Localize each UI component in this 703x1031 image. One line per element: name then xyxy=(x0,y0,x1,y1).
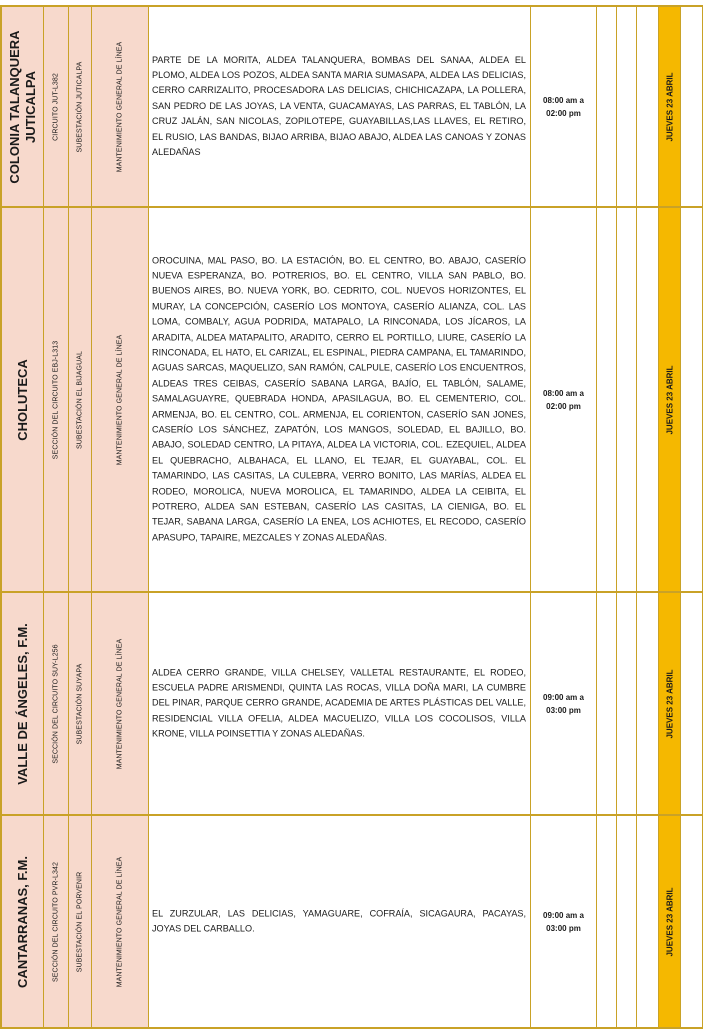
affected-areas-text: PARTE DE LA MORITA, ALDEA TALANQUERA, BOMBAS DEL SANAA, ALDEA EL PLOMO, ALDEA LOS POZOS, ALDEA SANTA MARIA SUMASAPA, ALDEA LAS DELICIAS, CERRO CARRIZALITO, PROCESADORA LAS DELICIAS, CHICHICAZAPA, LA POLLERA, SAN PEDRO DE LAS JOYAS, LA VENTA, GUACAMAYAS, LAS PARRAS, EL TABLÓN, LA CRUZ JALÁN, SAN NICOLAS, ZOPILOTEPE, GUAYABILLAS,LAS LLAVES, EL RETIRO, EL RUSIO, LAS BANDAS, BIJAO ARRIBA, BIJAO ABAJO, ALDEA LAS CANOAS Y ZONAS ALEDAÑAS xyxy=(152,54,526,158)
time-range xyxy=(531,909,596,935)
time-cell xyxy=(531,7,597,206)
date-cell xyxy=(659,208,681,591)
work-cell xyxy=(92,7,149,206)
areas-cell xyxy=(149,593,531,814)
empty-cell xyxy=(597,7,617,206)
substation-label: SUBESTACIÓN JUTICALPA xyxy=(76,61,84,152)
empty-cell xyxy=(637,593,659,814)
substation-cell xyxy=(69,816,92,1027)
empty-cell xyxy=(681,7,703,206)
location-cell xyxy=(0,816,44,1027)
circuit-label: SECCIÓN DEL CIRCUITO EBJ-L313 xyxy=(52,340,60,459)
work-type-label: MANTENIMIENTO GENERAL DE LÍNEA xyxy=(116,334,124,465)
substation-label: SUBESTACIÓN EL BIJAGUAL xyxy=(76,350,84,449)
circuit-cell xyxy=(44,208,69,591)
location-cell xyxy=(0,208,44,591)
empty-cell xyxy=(637,208,659,591)
areas-cell xyxy=(149,208,531,591)
empty-cell xyxy=(597,208,617,591)
location-name: CHOLUTECA xyxy=(14,358,30,441)
date-cell xyxy=(659,816,681,1027)
time-end: 03:00 pm xyxy=(546,705,581,715)
empty-cell xyxy=(637,816,659,1027)
areas-cell xyxy=(149,7,531,206)
affected-areas-text: EL ZURZULAR, LAS DELICIAS, YAMAGUARE, COFRAÍA, SICAGAURA, PACAYAS, JOYAS DEL CARBALLO. xyxy=(152,908,526,934)
time-cell xyxy=(531,208,597,591)
time-range xyxy=(531,691,596,717)
circuit-cell xyxy=(44,7,69,206)
table-row xyxy=(0,814,703,1029)
time-end: 03:00 pm xyxy=(546,923,581,933)
date-cell xyxy=(659,7,681,206)
substation-cell xyxy=(69,208,92,591)
work-type-label: MANTENIMIENTO GENERAL DE LÍNEA xyxy=(116,41,124,172)
time-end: 02:00 pm xyxy=(546,108,581,118)
circuit-cell xyxy=(44,593,69,814)
location-cell xyxy=(0,7,44,206)
substation-label: SUBESTACIÓN EL PORVENIR xyxy=(76,871,84,972)
empty-cell xyxy=(597,816,617,1027)
circuit-label: CIRCUITO JUT-L382 xyxy=(52,72,60,141)
date-label: JUEVES 23 ABRIL xyxy=(665,364,674,435)
substation-cell xyxy=(69,7,92,206)
empty-cell xyxy=(597,593,617,814)
time-cell xyxy=(531,816,597,1027)
location-name: CANTARRANAS, F.M. xyxy=(14,855,30,988)
work-type-label: MANTENIMIENTO GENERAL DE LÍNEA xyxy=(116,638,124,769)
empty-cell xyxy=(637,7,659,206)
location-name: VALLE DE ÁNGELES, F.M. xyxy=(14,622,30,785)
substation-cell xyxy=(69,593,92,814)
affected-areas-text: ALDEA CERRO GRANDE, VILLA CHELSEY, VALLETAL RESTAURANTE, EL RODEO, ESCUELA PADRE ARISMENDI, QUINTA LAS ROCAS, VILLA DOÑA MARI, LA CUMBRE DEL PINAR, PARQUE CERRO GRANDE, ACADEMIA DE ARTES PLÁSTICAS DEL VALLE, RESIDENCIAL VILLA OFELIA, ALDEA MACUELIZO, VILLA LOS COCOLISOS, VILLA KRONE, VILLA POINSETTIA Y ZONAS ALEDAÑAS. xyxy=(152,666,526,739)
time-range xyxy=(531,94,596,120)
circuit-label: SECCIÓN DEL CIRCUITO PVR-L342 xyxy=(52,861,60,982)
time-start: 08:00 am a xyxy=(543,388,584,398)
work-cell xyxy=(92,816,149,1027)
time-start: 09:00 am a xyxy=(543,910,584,920)
empty-cell xyxy=(617,208,637,591)
empty-cell xyxy=(681,816,703,1027)
circuit-cell xyxy=(44,816,69,1027)
time-start: 09:00 am a xyxy=(543,692,584,702)
work-type-label: MANTENIMIENTO GENERAL DE LÍNEA xyxy=(116,856,124,987)
date-label: JUEVES 23 ABRIL xyxy=(665,71,674,142)
affected-areas-text: OROCUINA, MAL PASO, BO. LA ESTACIÓN, BO. EL CENTRO, BO. ABAJO, CASERÍO NUEVA ESPERANZA, BO. POTRERIOS, BO. EL CENTRO, VILLA SAN PABLO, BO. BUENOS AIRES, BO. NUEVA YORK, BO. CEDRITO, COL. NUEVOS HORIZONTES, EL MURAY, LA CONCEPCIÓN, CASERÍO LOS MONTOYA, CASERÍO ALIANZA, COL. LAS LOMA, COMBALY, AGUA PODRIDA, MATAPALO, LA RINCONADA, LOS JÍCAROS, LA ARADITA, ALDEA MATAPALITO, ARADITO, CERRO EL PORTILLO, LIURE, CASERÍO LA RINCONADA, EL HATO, EL CARIZAL, EL ESPINAL, PIEDRA CAMPANA, EL TAMARINDO, AGUAS SARCAS, MAQUELIZO, SAN RAMÓN, CALPULE, CASERÍO LOS ENCUENTROS, ALDEAS TRES CEIBAS, CASERÍO SABANA LARGA, BAJÍO, EL TABLÓN, SALAME, SAMALAGUAYRE, QUEBRADA HONDA, APASILAGUA, BO. EL CEMENTERIO, COL. ARMENJA, BO. EL CENTRO, COL. ARMENJA, EL CORIENTON, CASERÍO SAN JONES, CASERÍO LOS SÁNCHEZ, ZAPATÓN, LOS MANGOS, SOLEDAD, EL BAJILLO, BO. ABAJO, SOLEDAD CENTRO, LA PITAYA, ALDEA LA VICTORIA, COL. EZEQUIEL, ALDEA EL QUEBRACHO, ALBAHACA, EL LLANO, EL TEJAR, EL GUAYABAL, COL. EL TAMARINDO, LAS CASITAS, LA CULEBRA, VERRO BONITO, LAS MARÍAS, ALDEA EL RODEO, MOROLICA, NUEVA MOROLICA, EL TAMARINDO, ALDEA LA CEIBITA, EL POTRERO, ALDEA SAN ESTEBAN, CASERÍO LAS CASITAS, LA CIENIGA, BO. EL TEJAR, SABANA LARGA, CASERÍO LA ENEA, LOS ACHIOTES, EL RECODO, CASERÍO APASUPO, TAPAIRE, MEZCALES Y ZONAS ALEDAÑAS. xyxy=(152,255,526,543)
time-range xyxy=(531,387,596,413)
substation-label: SUBESTACIÓN SUYAPA xyxy=(76,663,84,744)
empty-cell xyxy=(617,7,637,206)
table-row xyxy=(0,591,703,814)
date-cell xyxy=(659,593,681,814)
empty-cell xyxy=(617,816,637,1027)
table-row xyxy=(0,5,703,206)
date-label: JUEVES 23 ABRIL xyxy=(665,668,674,739)
empty-cell xyxy=(681,593,703,814)
circuit-label: SECCIÓN DEL CIRCUITO SUY-L256 xyxy=(52,643,60,764)
time-cell xyxy=(531,593,597,814)
work-cell xyxy=(92,208,149,591)
date-label: JUEVES 23 ABRIL xyxy=(665,886,674,957)
empty-cell xyxy=(617,593,637,814)
time-end: 02:00 pm xyxy=(546,401,581,411)
areas-cell xyxy=(149,816,531,1027)
location-cell xyxy=(0,593,44,814)
work-cell xyxy=(92,593,149,814)
time-start: 08:00 am a xyxy=(543,95,584,105)
table-row xyxy=(0,206,703,591)
location-name: COLONIA TALANQUERA JUTICALPA xyxy=(6,29,38,184)
empty-cell xyxy=(681,208,703,591)
